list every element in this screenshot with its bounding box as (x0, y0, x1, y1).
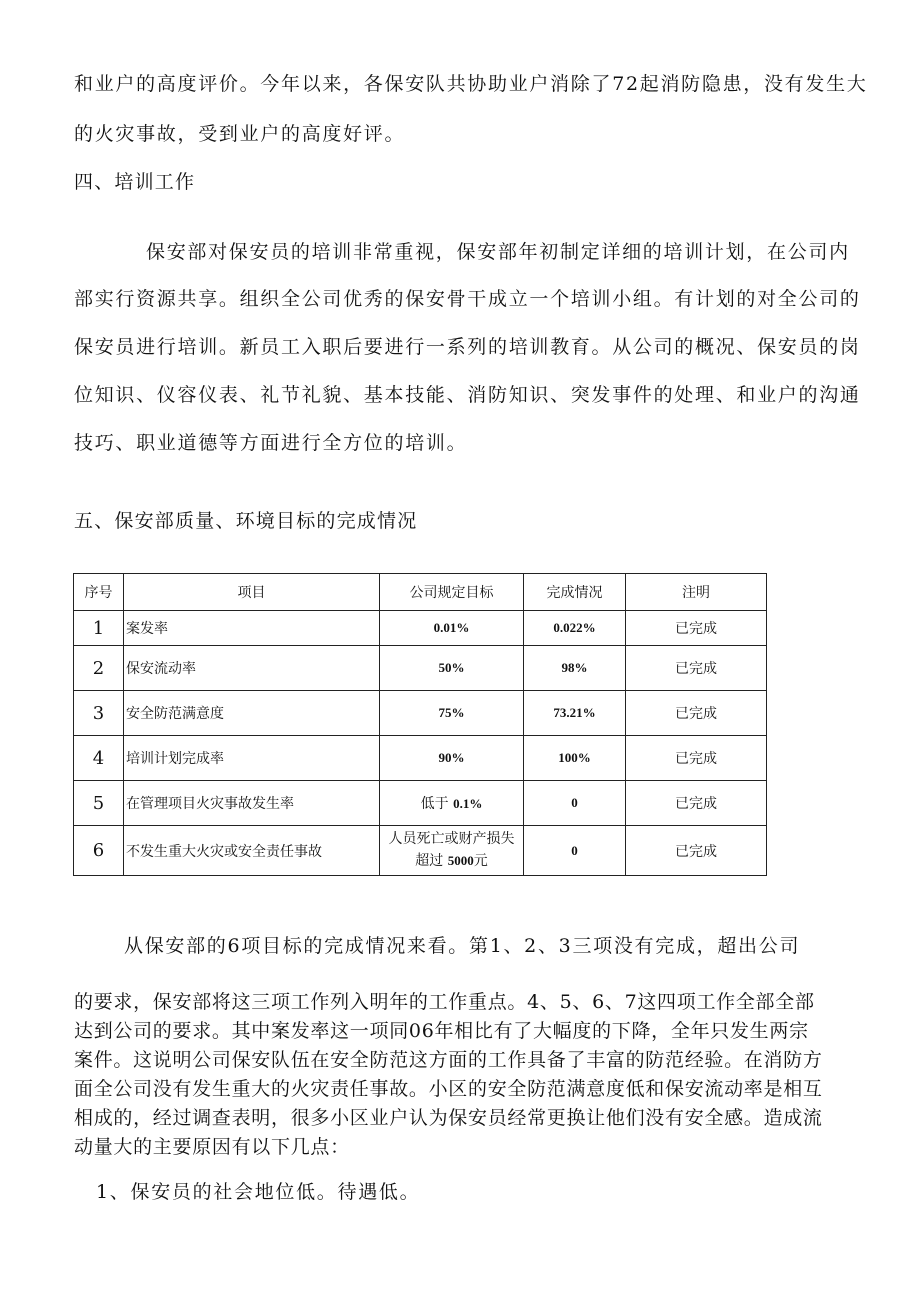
row-no: 6 (74, 826, 124, 876)
section-4-title: 四、培训工作 (74, 171, 196, 193)
table-row (74, 611, 767, 646)
row-target-line-2-value: 5000 (447, 853, 474, 868)
intro-line-1: 和业户的高度评价。今年以来，各保安队共协助业户消除了72起消防隐患，没有发生大 (74, 73, 868, 95)
row-note: 已完成 (626, 691, 767, 736)
row-actual: 73.21% (524, 691, 626, 736)
analysis-line-3: 达到公司的要求。其中案发率这一项同06年相比有了大幅度的下降，全年只发生两宗 (74, 1020, 809, 1042)
row-note: 已完成 (626, 611, 767, 646)
training-line-1: 保安部对保安员的培训非常重视，保安部年初制定详细的培训计划，在公司内 (146, 241, 850, 263)
row-no: 2 (74, 646, 124, 691)
training-line-3: 保安员进行培训。新员工入职后要进行一系列的培训教育。从公司的概况、保安员的岗 (74, 336, 861, 358)
analysis-line-6: 相成的，经过调查表明，很多小区业户认为保安员经常更换让他们没有安全感。造成流 (74, 1107, 823, 1129)
table-row (74, 736, 767, 781)
section-5-title: 五、保安部质量、环境目标的完成情况 (74, 510, 418, 532)
row-item: 培训计划完成率 (124, 736, 380, 781)
analysis-line-5: 面全公司没有发生重大的火灾责任事故。小区的安全防范满意度低和保安流动率是相互 (74, 1078, 823, 1100)
table-row (74, 646, 767, 691)
row-note: 已完成 (626, 781, 767, 826)
row-no: 1 (74, 611, 124, 646)
row-item: 案发率 (124, 611, 380, 646)
header-note: 注明 (626, 574, 767, 611)
header-no: 序号 (74, 574, 124, 611)
row-target-line-2-suffix: 元 (473, 853, 488, 869)
row-note: 已完成 (626, 826, 767, 876)
row-no: 4 (74, 736, 124, 781)
row-note: 已完成 (626, 736, 767, 781)
header-actual: 完成情况 (524, 574, 626, 611)
row-target: 0.01% (380, 611, 524, 646)
training-line-4: 位知识、仪容仪表、礼节礼貌、基本技能、消防知识、突发事件的处理、和业户的沟通 (74, 384, 861, 406)
row-target-line-1: 人员死亡或财产损失 (388, 831, 515, 847)
row-actual: 100% (524, 736, 626, 781)
row-target-line-2-prefix: 超过 (415, 853, 444, 869)
point-1: 1、保安员的社会地位低。待遇低。 (96, 1181, 421, 1203)
goals-table (73, 573, 767, 876)
row-item: 保安流动率 (124, 646, 380, 691)
analysis-line-4: 案件。这说明公司保安队伍在安全防范这方面的工作具备了丰富的防范经验。在消防方 (74, 1049, 823, 1071)
table-row (74, 826, 767, 876)
table-header-row (74, 574, 767, 611)
row-note: 已完成 (626, 646, 767, 691)
row-no: 5 (74, 781, 124, 826)
row-actual: 0 (524, 826, 626, 876)
table-row (74, 781, 767, 826)
row-item: 安全防范满意度 (124, 691, 380, 736)
row-item: 不发生重大火灾或安全责任事故 (124, 826, 380, 876)
row-target: 50% (380, 646, 524, 691)
intro-line-2: 的火灾事故，受到业户的高度好评。 (74, 123, 406, 145)
training-line-2: 部实行资源共享。组织全公司优秀的保安骨干成立一个培训小组。有计划的对全公司的 (74, 288, 861, 310)
analysis-line-1: 从保安部的6项目标的完成情况来看。第1、2、3三项没有完成，超出公司 (124, 935, 801, 957)
row-actual: 0.022% (524, 611, 626, 646)
row-target: 90% (380, 736, 524, 781)
row-target (380, 781, 524, 826)
training-line-5: 技巧、职业道德等方面进行全方位的培训。 (74, 432, 468, 454)
analysis-line-7: 动量大的主要原因有以下几点： (74, 1136, 350, 1158)
table-row (74, 691, 767, 736)
row-actual: 0 (524, 781, 626, 826)
row-target-value: 0.1% (453, 796, 483, 811)
header-target: 公司规定目标 (380, 574, 524, 611)
header-item: 项目 (124, 574, 380, 611)
row-no: 3 (74, 691, 124, 736)
row-target: 75% (380, 691, 524, 736)
analysis-line-2: 的要求，保安部将这三项工作列入明年的工作重点。4、5、6、7这四项工作全部全部 (74, 991, 815, 1013)
row-target (380, 826, 524, 876)
row-item: 在管理项目火灾事故发生率 (124, 781, 380, 826)
row-actual: 98% (524, 646, 626, 691)
row-target-line-2 (382, 850, 521, 872)
row-target-prefix: 低于 (420, 796, 449, 812)
